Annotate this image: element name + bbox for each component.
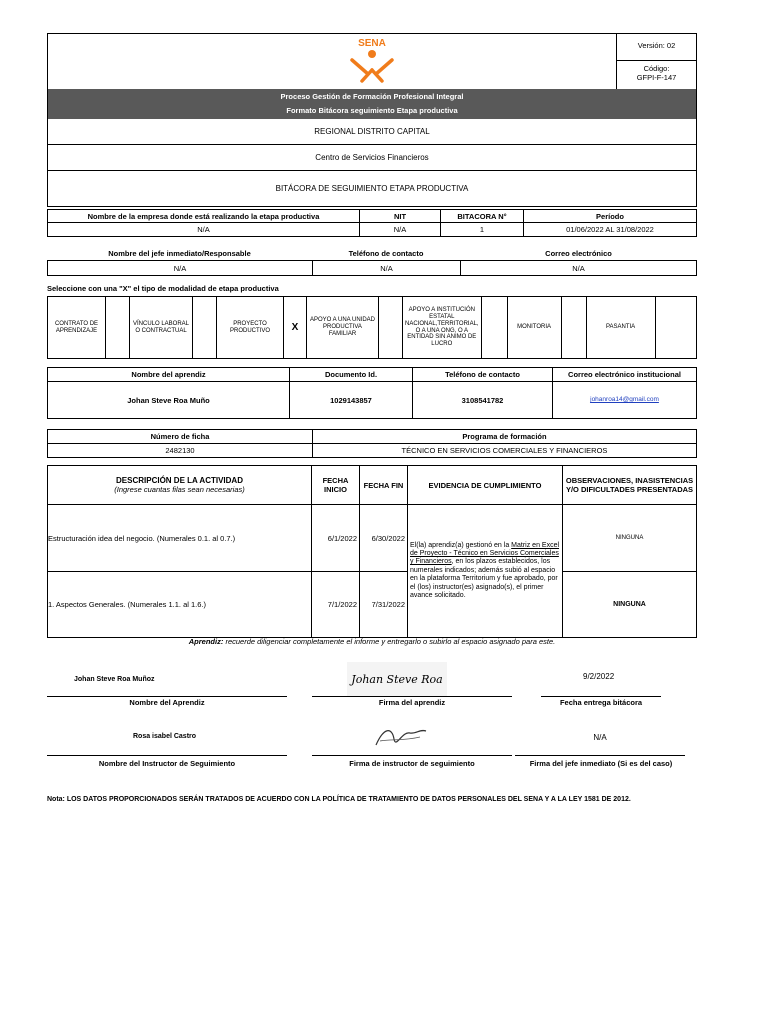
modality-vinculo: VÍNCULO LABORAL O CONTRACTUAL <box>130 297 193 359</box>
modality-prompt: Seleccione con una "X" el tipo de modalidad de etapa productiva <box>47 284 279 293</box>
bitacora-header: BITACORA N° <box>441 210 524 223</box>
activity-evidence-header: EVIDENCIA DE CUMPLIMIENTO <box>408 466 563 505</box>
apprentice-signature-text: Johan Steve Roa <box>351 672 443 686</box>
modality-unidad-familiar-mark[interactable] <box>379 297 403 359</box>
label-boss-sig: Firma del jefe inmediato (Si es del caso) <box>529 758 673 768</box>
modality-monitoria: MONITORIA <box>507 297 561 359</box>
modality-proyecto: PROYECTO PRODUCTIVO <box>217 297 284 359</box>
program-header: Programa de formación <box>313 430 697 444</box>
instructor-full-name: Rosa isabel Castro <box>133 733 197 740</box>
table-row <box>48 572 697 638</box>
modality-monitoria-mark[interactable] <box>561 297 586 359</box>
apprentice-reminder <box>47 637 697 646</box>
bitacora-value: 1 <box>441 223 524 237</box>
modality-table <box>47 296 697 359</box>
apprentice-phone-value: 3108541782 <box>413 382 553 419</box>
period-value: 01/06/2022 AL 31/08/2022 <box>524 223 697 237</box>
activity-desc-note: (Ingrese cuantas filas sean necesarias) <box>114 485 245 495</box>
label-apprentice-name: Nombre del Aprendiz <box>129 697 205 707</box>
activity-2-end: 7/31/2022 <box>360 572 408 638</box>
modality-pasantia-mark[interactable] <box>655 297 696 359</box>
ficha-header: Número de ficha <box>48 430 313 444</box>
activity-1-obs: NINGUNA <box>563 505 697 572</box>
activity-end-header: FECHA FIN <box>360 466 408 505</box>
footer-note-text: LOS DATOS PROPORCIONADOS SERÁN TRATADOS DE ACUERDO CON LA POLÍTICA DE TRATAMIENTO DE DATOS PERSONALES DEL SENA Y A LA LEY 1581 DE 2012. <box>64 796 631 803</box>
instructor-signature-icon <box>370 721 430 753</box>
svg-text:SENA: SENA <box>358 38 386 49</box>
code-value: GFPI-F-147 <box>636 73 677 82</box>
evidence-text-a: El(la) aprendiz(a) gestionó en la <box>410 541 512 549</box>
code-label: Código: <box>643 64 670 73</box>
apprentice-phone-header: Teléfono de contacto <box>413 368 553 382</box>
boss-email-value: N/A <box>461 261 697 276</box>
modality-unidad-familiar: APOYO A UNA UNIDAD PRODUCTIVA FAMILIAR <box>307 297 379 359</box>
activity-evidence <box>408 505 563 638</box>
delivery-date: 9/2/2022 <box>583 672 615 681</box>
boss-name-value: N/A <box>48 261 313 276</box>
activity-desc-title: DESCRIPCIÓN DE LA ACTIVIDAD <box>116 475 243 485</box>
process-line2: Formato Bitácora seguimiento Etapa productiva <box>286 106 458 115</box>
table-row <box>48 505 697 572</box>
modality-contrato-mark[interactable] <box>106 297 130 359</box>
company-name-header: Nombre de la empresa donde está realizando la etapa productiva <box>48 210 360 223</box>
program-table <box>47 429 697 458</box>
evidence-text-b: , en los plazos establecidos, los numerales indicados; además subió al espacio en la plataforma Territorium y fue aprobado, por el (los) instructor(es) asignado(s), el primer avance solicitado. <box>410 558 558 599</box>
ficha-value: 2482130 <box>48 444 313 458</box>
boss-signature-value: N/A <box>593 733 607 743</box>
modality-vinculo-mark[interactable] <box>193 297 217 359</box>
apprentice-name-header: Nombre del aprendiz <box>48 368 290 382</box>
modality-contrato: CONTRATO DE APRENDIZAJE <box>48 297 106 359</box>
label-instructor-sig: Firma de instructor de seguimiento <box>349 758 475 768</box>
footer-note-label: Nota: <box>47 796 65 803</box>
activity-obs-header: OBSERVACIONES, INASISTENCIAS Y/O DIFICULTADES PRESENTADAS <box>563 466 697 505</box>
activity-start-header: FECHA INICIO <box>312 466 360 505</box>
program-value: TÉCNICO EN SERVICIOS COMERCIALES Y FINANCIEROS <box>313 444 697 458</box>
modality-institucion: APOYO A INSTITUCIÓN ESTATAL NACIONAL,TERRITORIAL, O A UNA ONG, O A ENTIDAD SIN ANIMO DE LUCRO <box>403 297 482 359</box>
activity-desc-header <box>48 466 312 505</box>
evidence-link: Matriz en Excel de Proyecto - Técnico en Servicios Comerciales y Financieros <box>410 541 560 566</box>
company-table <box>47 209 697 237</box>
activity-1-end: 6/30/2022 <box>360 505 408 572</box>
apprentice-doc-value: 1029143857 <box>290 382 413 419</box>
instructor-signature <box>370 721 430 753</box>
apprentice-full-name: Johan Steve Roa Muñoz <box>74 676 155 683</box>
footer-note <box>47 796 707 804</box>
apprentice-name-value: Johan Steve Roa Muño <box>48 382 290 419</box>
apprentice-doc-header: Documento Id. <box>290 368 413 382</box>
boss-email-header: Correo electrónico <box>545 248 612 258</box>
activity-2-desc: 1. Aspectos Generales. (Numerales 1.1. al 1.6.) <box>48 572 312 638</box>
apprentice-email-header: Correo electrónico institucional <box>553 368 697 382</box>
modality-pasantia: PASANTIA <box>586 297 655 359</box>
activity-1-desc: Estructuración idea del negocio. (Numerales 0.1. al 0.7.) <box>48 505 312 572</box>
line-boss-sig <box>515 755 685 756</box>
nit-value: N/A <box>360 223 441 237</box>
reminder-label: Aprendiz: <box>188 637 224 646</box>
label-delivery: Fecha entrega bitácora <box>559 697 643 707</box>
nit-header: NIT <box>360 210 441 223</box>
label-instructor-name: Nombre del Instructor de Seguimiento <box>98 758 236 768</box>
version-text: Versión: 02 <box>637 41 676 50</box>
label-apprentice-sig: Firma del aprendiz <box>378 697 446 707</box>
boss-table <box>47 260 697 276</box>
sena-logo-icon <box>340 36 404 86</box>
line-instructor-name <box>47 755 287 756</box>
apprentice-email-link[interactable]: johanroa14@gmail.com <box>590 396 659 404</box>
modality-institucion-mark[interactable] <box>481 297 507 359</box>
apprentice-signature <box>347 662 447 696</box>
modality-proyecto-mark[interactable]: X <box>284 297 307 359</box>
activities-table <box>47 465 697 638</box>
form-title: BITÁCORA DE SEGUIMIENTO ETAPA PRODUCTIVA <box>275 183 469 193</box>
boss-phone-value: N/A <box>313 261 461 276</box>
company-name-value: N/A <box>48 223 360 237</box>
period-header: Período <box>524 210 697 223</box>
activity-2-start: 7/1/2022 <box>312 572 360 638</box>
line-instructor-sig <box>312 755 512 756</box>
boss-name-header: Nombre del jefe inmediato/Responsable <box>108 248 251 258</box>
process-line1: Proceso Gestión de Formación Profesional Integral <box>280 92 464 101</box>
activity-2-obs: NINGUNA <box>563 572 697 638</box>
sena-logo <box>340 36 404 86</box>
reminder-text: recuerde diligenciar completamente el informe y entregarlo o subirlo al espacio asignado para este. <box>223 637 556 646</box>
center-title: Centro de Servicios Financieros <box>48 145 696 171</box>
regional-title: REGIONAL DISTRITO CAPITAL <box>48 119 696 145</box>
boss-phone-header: Teléfono de contacto <box>348 248 424 258</box>
apprentice-email-cell <box>553 382 697 419</box>
activity-1-start: 6/1/2022 <box>312 505 360 572</box>
apprentice-table <box>47 367 697 419</box>
